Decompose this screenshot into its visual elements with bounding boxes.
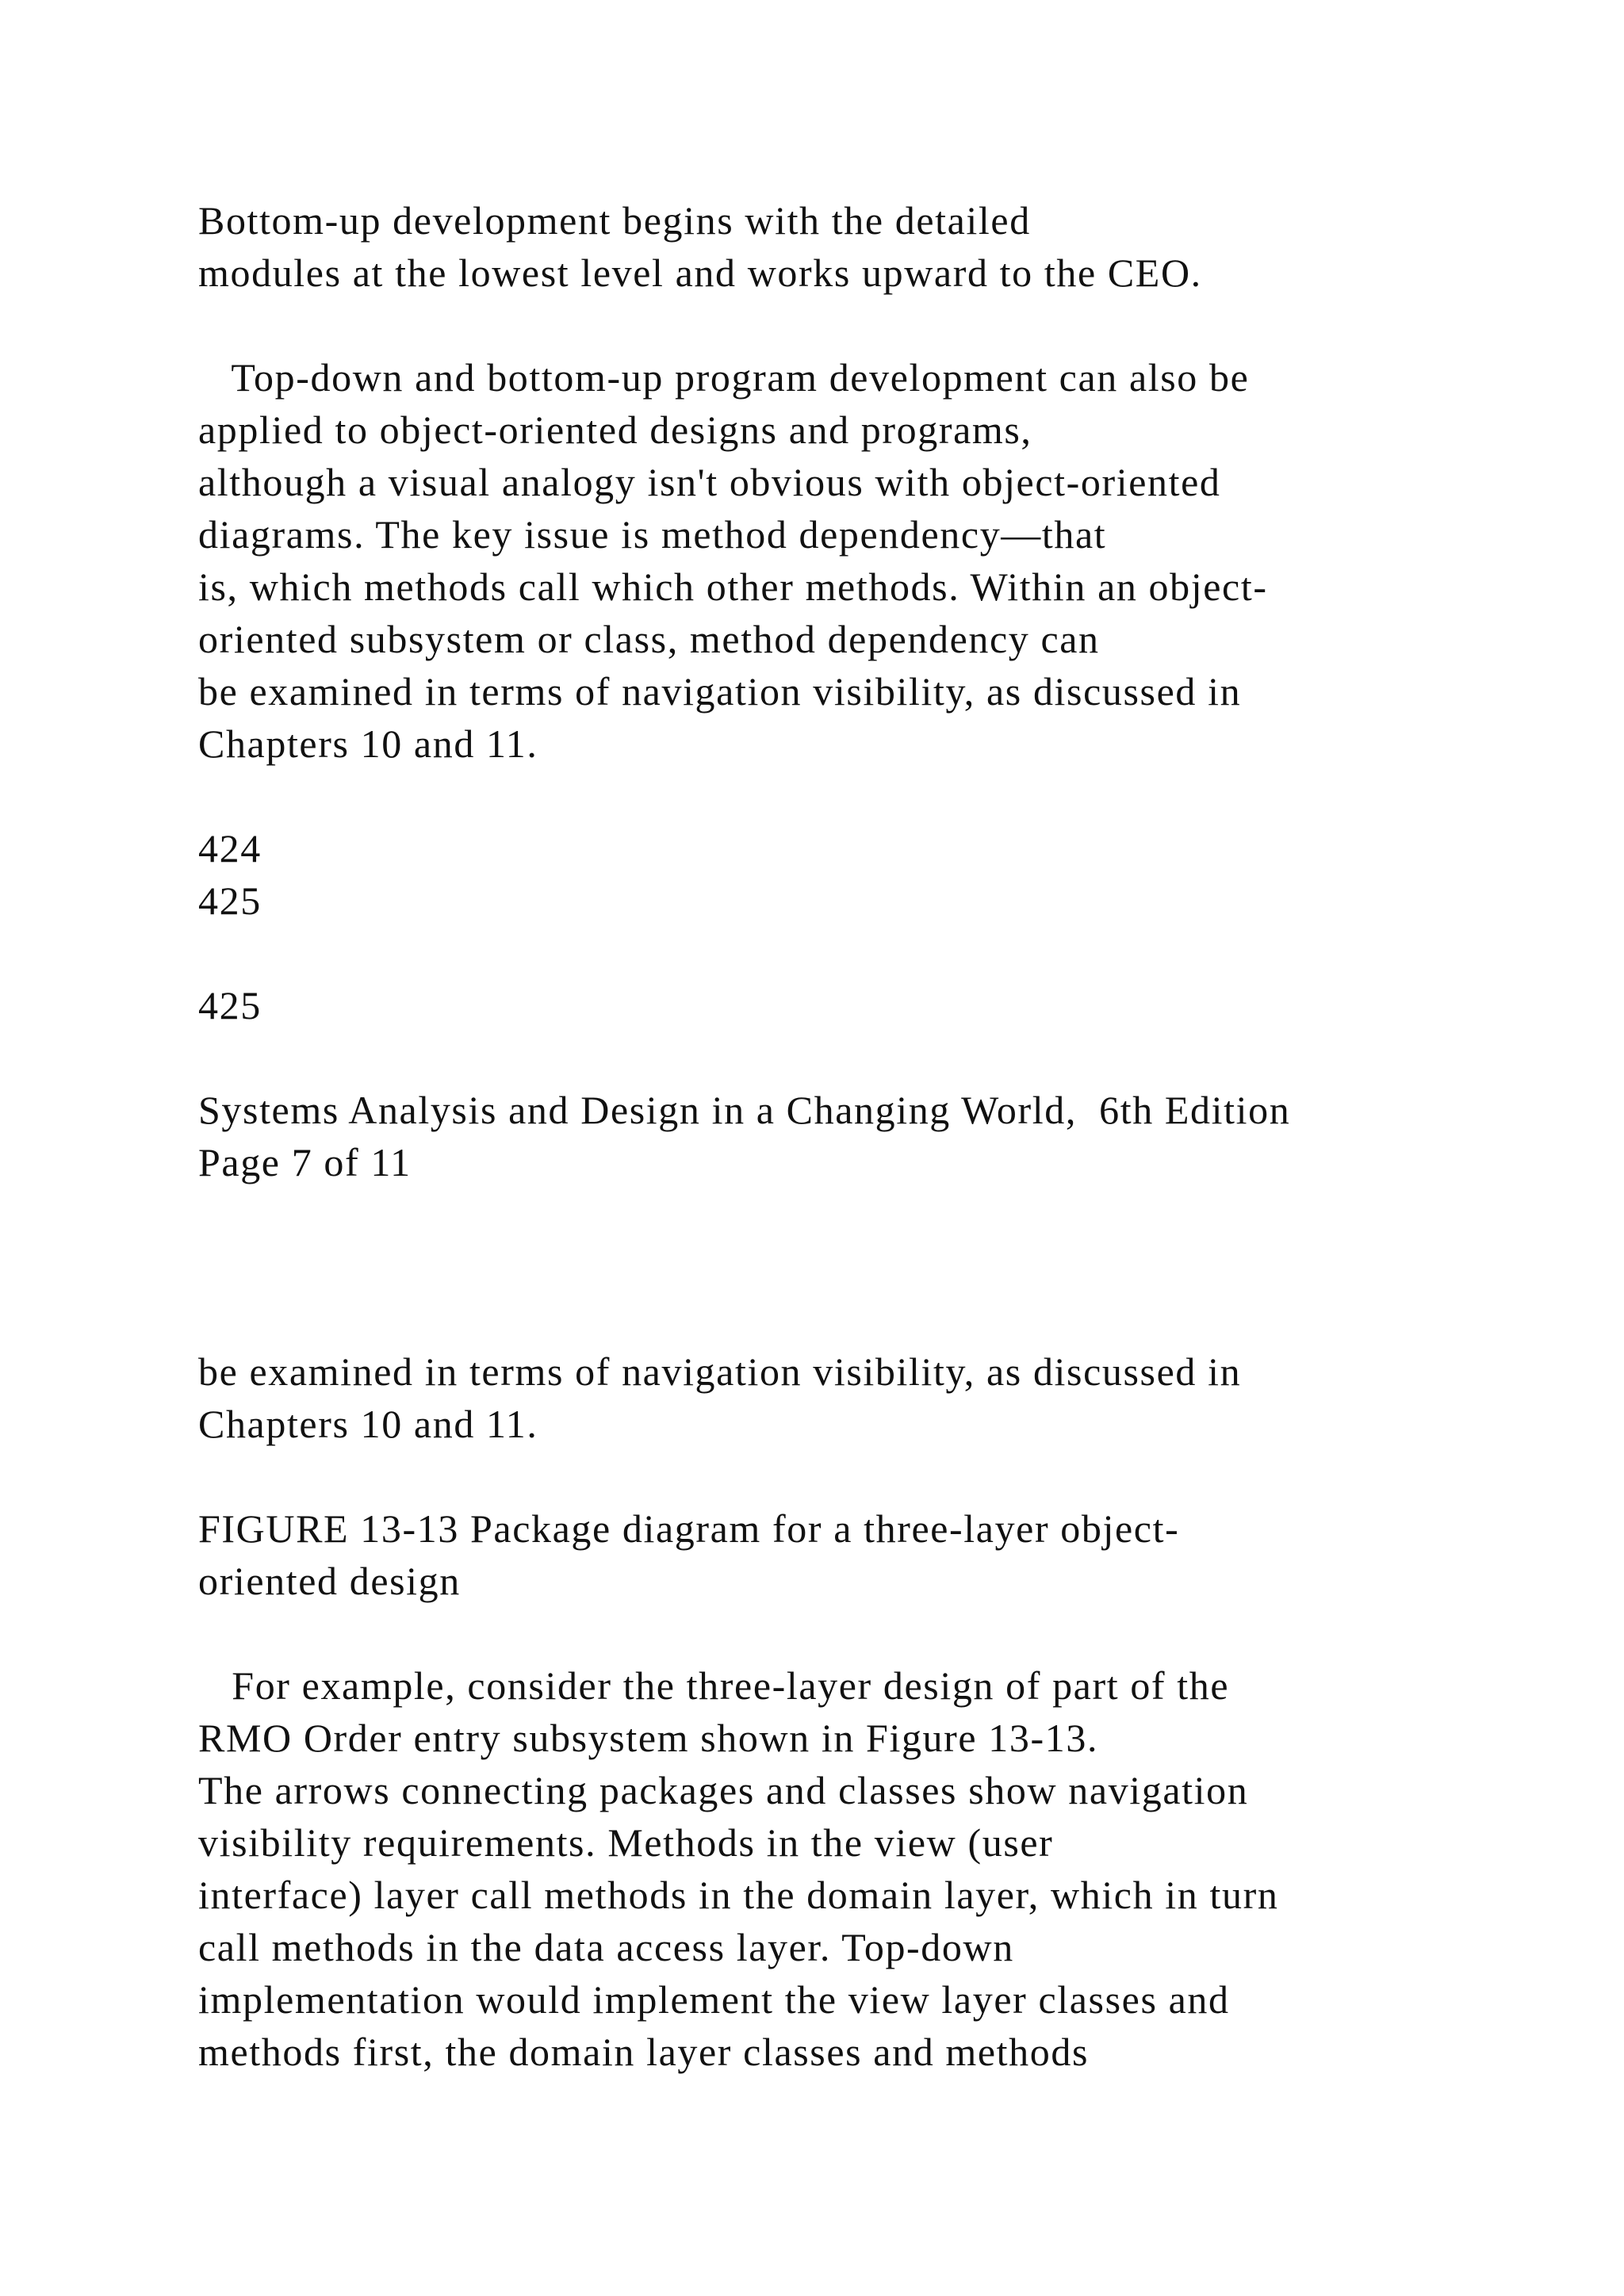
figure-caption: FIGURE 13-13 Package diagram for a three-layer object- bbox=[198, 1506, 1180, 1551]
text-line: although a visual analogy isn't obvious with object-oriented bbox=[198, 460, 1221, 504]
text-line: Chapters 10 and 11. bbox=[198, 721, 538, 766]
text-line: For example, consider the three-layer design of part of the bbox=[198, 1663, 1230, 1708]
text-line: diagrams. The key issue is method dependency—that bbox=[198, 512, 1107, 557]
text-line: Bottom-up development begins with the detailed bbox=[198, 198, 1031, 243]
text-line: visibility requirements. Methods in the view (user bbox=[198, 1820, 1054, 1865]
text-line: The arrows connecting packages and classes show navigation bbox=[198, 1768, 1249, 1812]
text-line: implementation would implement the view layer classes and bbox=[198, 1977, 1230, 2022]
page-count-footer: Page 7 of 11 bbox=[198, 1140, 412, 1184]
text-line: interface) layer call methods in the domain layer, which in turn bbox=[198, 1873, 1279, 1917]
page-number-marker: 425 bbox=[198, 878, 262, 923]
figure-caption: oriented design bbox=[198, 1559, 461, 1603]
text-line: applied to object-oriented designs and programs, bbox=[198, 408, 1032, 452]
text-line: be examined in terms of navigation visibility, as discussed in bbox=[198, 1349, 1242, 1394]
text-line: modules at the lowest level and works upward to the CEO. bbox=[198, 251, 1202, 295]
text-line: is, which methods call which other methods. Within an object- bbox=[198, 564, 1268, 609]
page-number-marker: 424 bbox=[198, 826, 262, 871]
text-line: call methods in the data access layer. Top-down bbox=[198, 1925, 1014, 1969]
book-title-footer: Systems Analysis and Design in a Changing World, 6th Edition bbox=[198, 1088, 1291, 1132]
text-line: methods first, the domain layer classes and methods bbox=[198, 2030, 1090, 2074]
page-number-marker: 425 bbox=[198, 983, 262, 1027]
text-line: Chapters 10 and 11. bbox=[198, 1402, 538, 1446]
text-line: oriented subsystem or class, method dependency can bbox=[198, 617, 1100, 661]
text-line: Top-down and bottom-up program development can also be bbox=[198, 355, 1250, 400]
text-line: RMO Order entry subsystem shown in Figure 13-13. bbox=[198, 1716, 1099, 1760]
text-line: be examined in terms of navigation visibility, as discussed in bbox=[198, 669, 1242, 714]
